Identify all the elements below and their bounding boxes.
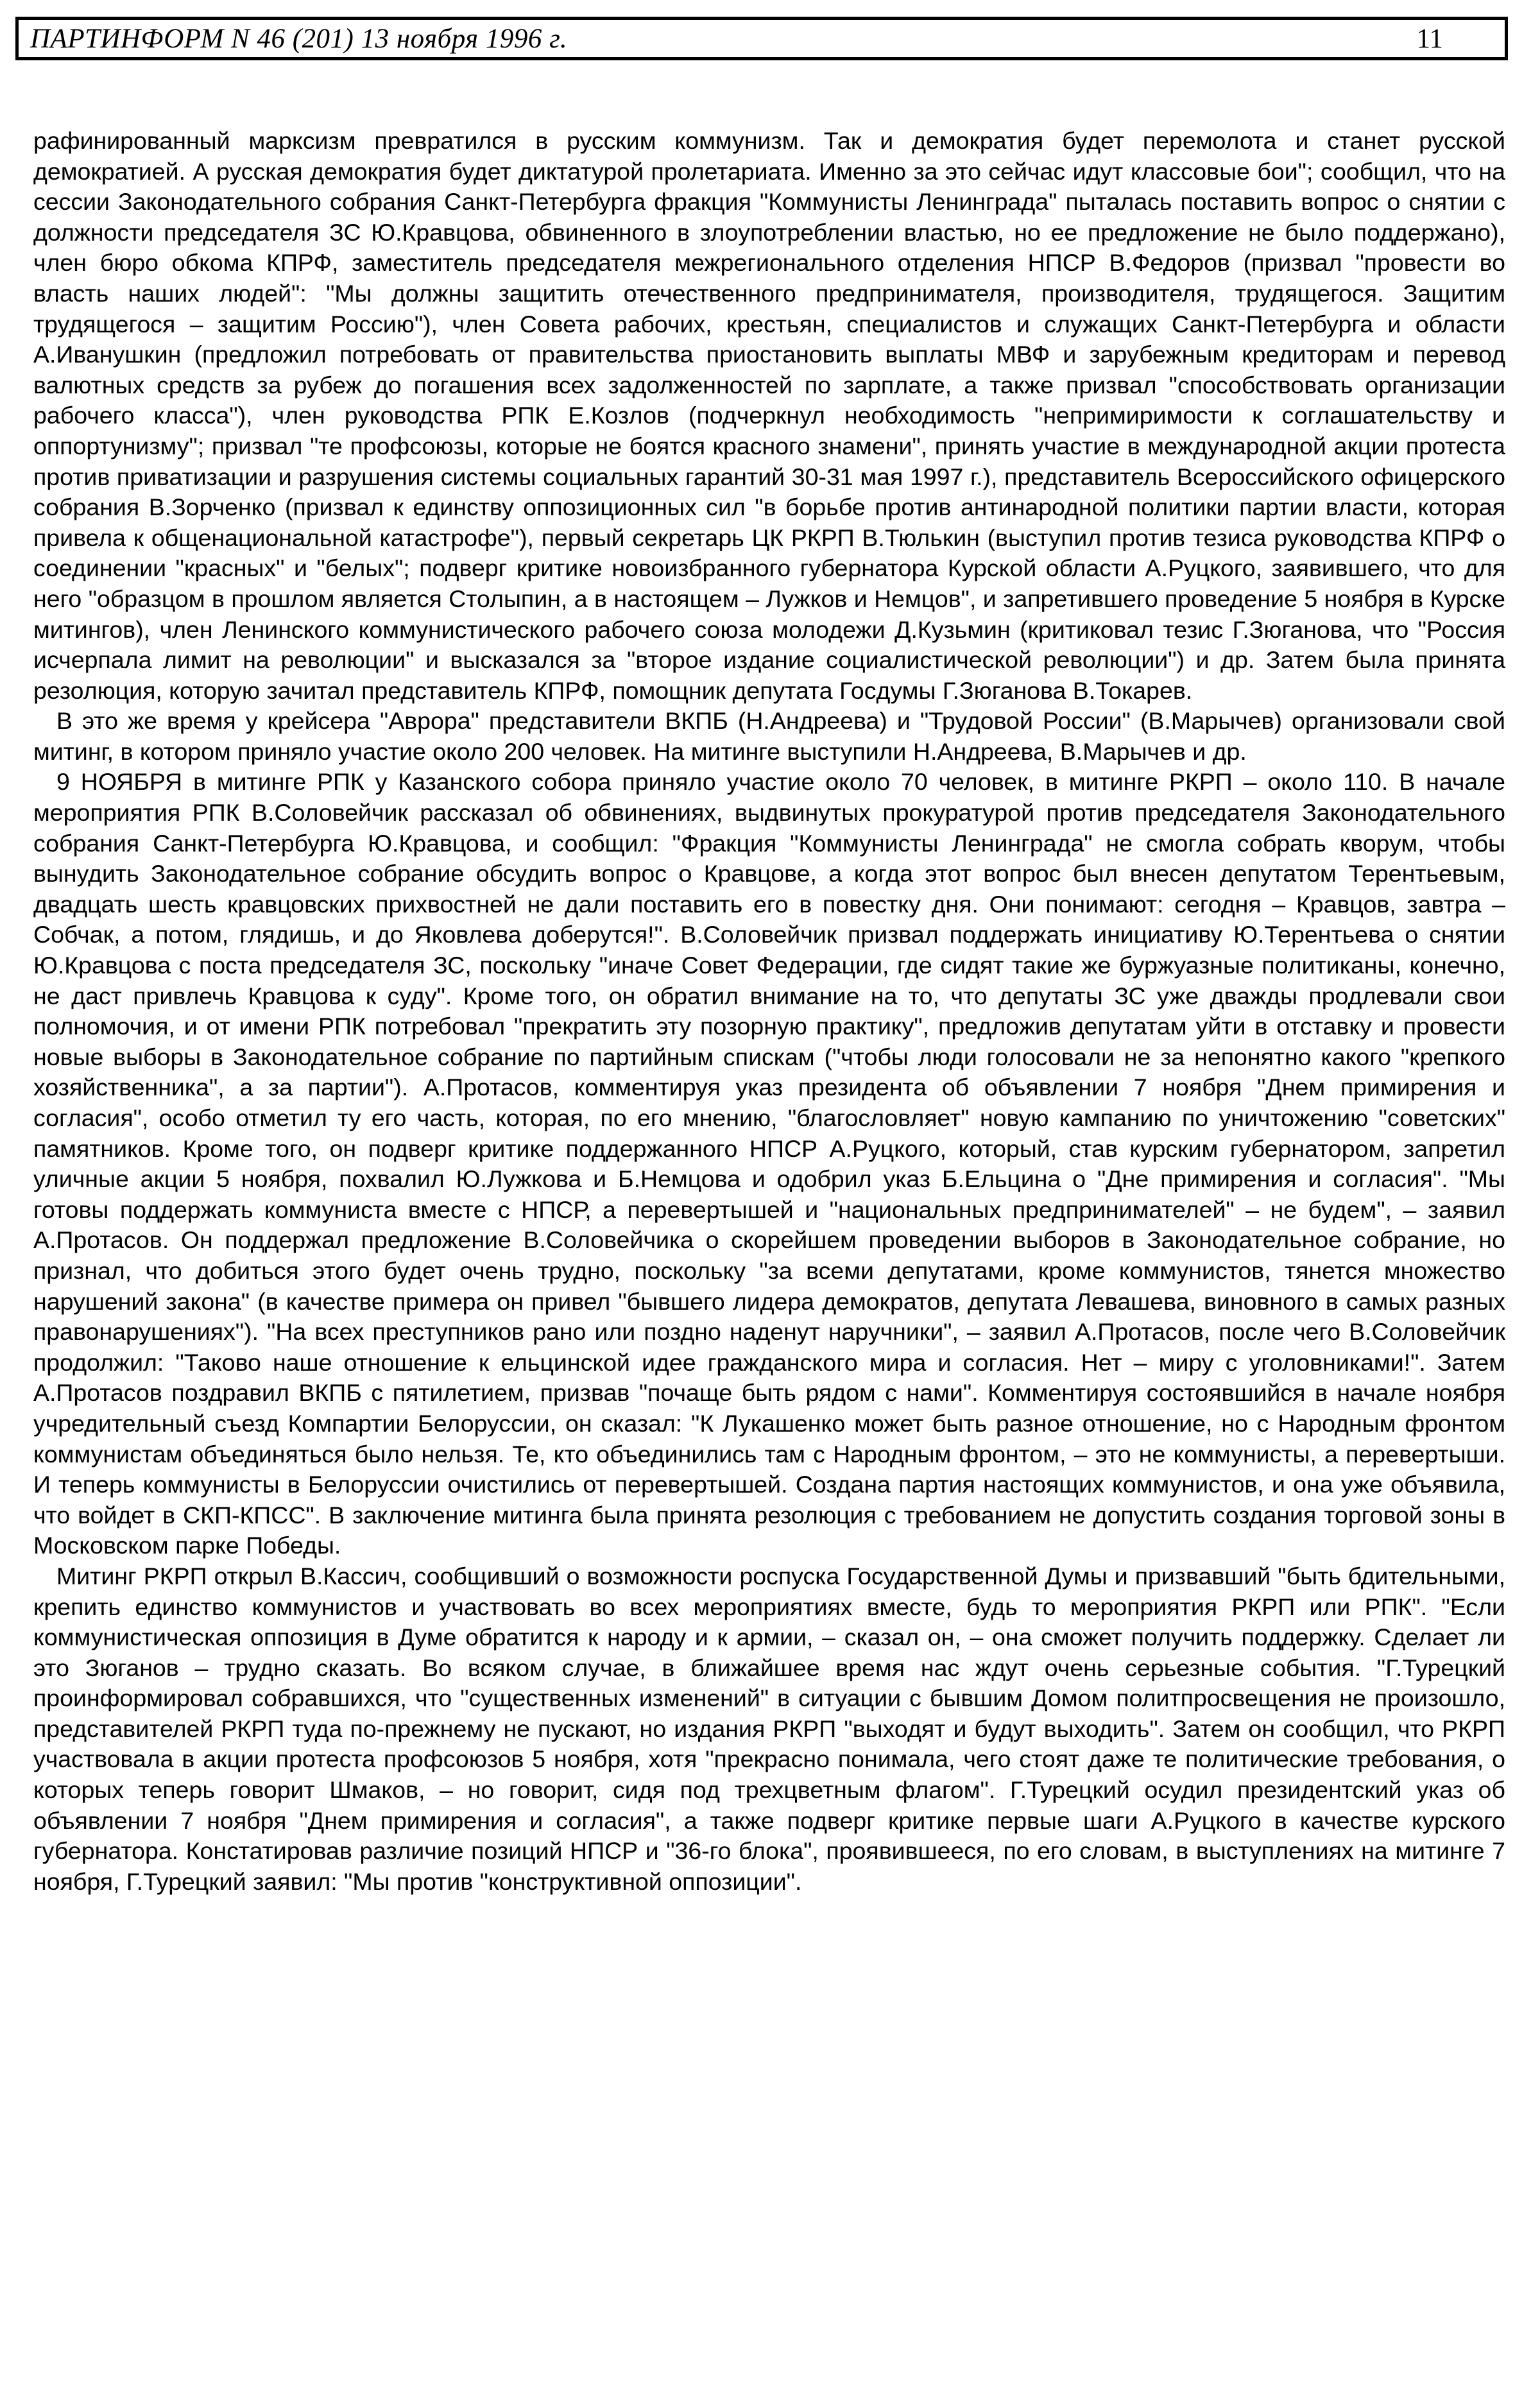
paragraph-rkrp-rally: Митинг РКРП открыл В.Кассич, сообщивший о возможности роспуска Государственной Думы и призвавший "быть бдительными, крепить единство коммунистов и участвовать во всех мероприятиях вместе, будь то мероприятия РКРП или РПК". "Если коммунистическая оппозиция в Думе обратится к народу и к армии, – сказал он, – она сможет получить поддержку. Сделает ли это Зюганов – трудно сказать. Во всяком случае, в ближайшее время нас ждут очень серьезные события. "Г.Турецкий проинформировал собравшихся, что "существенных изменений" в ситуации с бывшим Домом политпросвещения не произошло, представителей РКРП туда по-прежнему не пускают, но издания РКРП "выходят и будут выходить". Затем он сообщил, что РКРП участвовала в акции протеста профсоюзов 5 ноября, хотя "прекрасно понимала, чего стоят даже те политические требования, о которых теперь говорит Шмаков, – но говорит, сидя под трехцветным флагом". Г.Турецкий осудил президентский указ об объявлении 7 ноября "Днем примирения и согласия", а также подверг критике первые шаги А.Руцкого в качестве курского губернатора. Констатировав различие позиций НПСР и "36-го блока", проявившееся, по его словам, в выступлениях на митинге 7 ноября, Г.Турецкий заявил: "Мы против "конструктивной оппозиции". [33,1562,1505,1895]
article-body [33,126,1505,1897]
page-header [15,17,1508,60]
paragraph-aurora-rally: В это же время у крейсера "Аврора" представители ВКПБ (Н.Андреева) и "Трудовой России" (В.Марычев) организовали свой митинг, в котором приняло участие около 200 человек. На митинге выступили Н.Андреева, В.Марычев и др. [33,707,1505,765]
newsletter-title: ПАРТИНФОРМ N 46 (201) 13 ноября 1996 г. [30,23,568,54]
page-number: 11 [1416,23,1443,54]
paragraph-continuation: рафинированный марксизм превратился в русским коммунизм. Так и демократия будет перемолота и станет русской демократией. А русская демократия будет диктатурой пролетариата. Именно за это сейчас идут классовые бои"; сообщил, что на сессии Законодательного собрания Санкт-Петербурга фракция "Коммунисты Ленинграда" пыталась поставить вопрос о снятии с должности председателя ЗС Ю.Кравцова, обвиненного в злоупотреблении властью, но ее предложение не было поддержано), член бюро обкома КПРФ, заместитель председателя межрегионального отделения НПСР В.Федоров (призвал "провести во власть наших людей": "Мы должны защитить отечественного предпринимателя, производителя, трудящегося. Защитим трудящегося – защитим Россию"), член Совета рабочих, крестьян, специалистов и служащих Санкт-Петербурга и области А.Иванушкин (предложил потребовать от правительства приостановить выплаты МВФ и зарубежным кредиторам и перевод валютных средств за рубеж до погашения всех задолженностей по зарплате, а также призвал "способствовать организации рабочего класса"), член руководства РПК Е.Козлов (подчеркнул необходимость "непримиримости к соглашательству и оппортунизму"; призвал "те профсоюзы, которые не боятся красного знамени", принять участие в международной акции протеста против приватизации и разрушения системы социальных гарантий 30-31 мая 1997 г.), представитель Всероссийского офицерского собрания В.Зорченко (призвал к единству оппозиционных сил "в борьбе против антинародной политики партии власти, которая привела к общенациональной катастрофе"), первый секретарь ЦК РКРП В.Тюлькин (выступил против тезиса руководства КПРФ о соединении "красных" и "белых"; подверг критике новоизбранного губернатора Курской области А.Руцкого, заявившего, что для него "образцом в прошлом является Столыпин, а в настоящем – Лужков и Немцов", и запретившего проведение 5 ноября в Курске митингов), член Ленинского коммунистического рабочего союза молодежи Д.Кузьмин (критиковал тезис Г.Зюганова, что "Россия исчерпала лимит на революции" и высказался за "второе издание социалистической революции") и др. Затем была принята резолюция, которую зачитал представитель КПРФ, помощник депутата Госдумы Г.Зюганова В.Токарев. [33,127,1505,704]
paragraph-rpk-rally: 9 НОЯБРЯ в митинге РПК у Казанского собора приняло участие около 70 человек, в митинге РКРП – около 110. В начале мероприятия РПК В.Соловейчик рассказал об обвинениях, выдвинутых прокуратурой против председателя Законодательного собрания Санкт-Петербурга Ю.Кравцова, и сообщил: "Фракция "Коммунисты Ленинграда" не смогла собрать кворум, чтобы вынудить Законодательное собрание обсудить вопрос о Кравцове, а когда этот вопрос был внесен депутатом Терентьевым, двадцать шесть кравцовских прихвостней не дали поставить его в повестку дня. Они понимают: сегодня – Кравцов, завтра – Собчак, а потом, глядишь, и до Яковлева доберутся!". В.Соловейчик призвал поддержать инициативу Ю.Терентьева о снятии Ю.Кравцова с поста председателя ЗС, поскольку "иначе Совет Федерации, где сидят такие же буржуазные политиканы, конечно, не даст привлечь Кравцова к суду". Кроме того, он обратил внимание на то, что депутаты ЗС уже дважды продлевали свои полномочия, и от имени РПК потребовал "прекратить эту позорную практику", предложив депутатам уйти в отставку и провести новые выборы в Законодательное собрание по партийным спискам ("чтобы люди голосовали не за непонятно какого "крепкого хозяйственника", а за партии"). А.Протасов, комментируя указ президента об объявлении 7 ноября "Днем примирения и согласия", особо отметил ту его часть, которая, по его мнению, "благословляет" новую кампанию по уничтожению "советских" памятников. Кроме того, он подверг критике поддержанного НПСР А.Руцкого, который, став курским губернатором, запретил уличные акции 5 ноября, похвалил Ю.Лужкова и Б.Немцова и одобрил указ Б.Ельцина о "Дне примирения и согласия". "Мы готовы поддержать коммуниста вместе с НПСР, а перевертышей и "национальных предпринимателей" – не будем", – заявил А.Протасов. Он поддержал предложение В.Соловейчика о скорейшем проведении выборов в Законодательное собрание, но признал, что добиться этого будет очень трудно, поскольку "за всеми депутатами, кроме коммунистов, тянется множество нарушений закона" (в качестве примера он привел "бывшего лидера демократов, депутата Левашева, виновного в самых разных правонарушениях"). "На всех преступников рано или поздно наденут наручники", – заявил А.Протасов, после чего В.Соловейчик продолжил: "Таково наше отношение к ельцинской идее гражданского мира и согласия. Нет – миру с уголовниками!". Затем А.Протасов поздравил ВКПБ с пятилетием, призвав "почаще быть рядом с нами". Комментируя состоявшийся в начале ноября учредительный съезд Компартии Белоруссии, он сказал: "К Лукашенко может быть разное отношение, но с Народным фронтом коммунистам объединяться было нельзя. Те, кто объединились там с Народным фронтом, – это не коммунисты, а перевертыши. И теперь коммунисты в Белоруссии очистились от перевертышей. Создана партия настоящих коммунистов, и она уже объявила, что войдет в СКП-КПСС". В заключение митинга была принята резолюция с требованием не допустить создания торговой зоны в Московском парке Победы. [33,768,1505,1559]
